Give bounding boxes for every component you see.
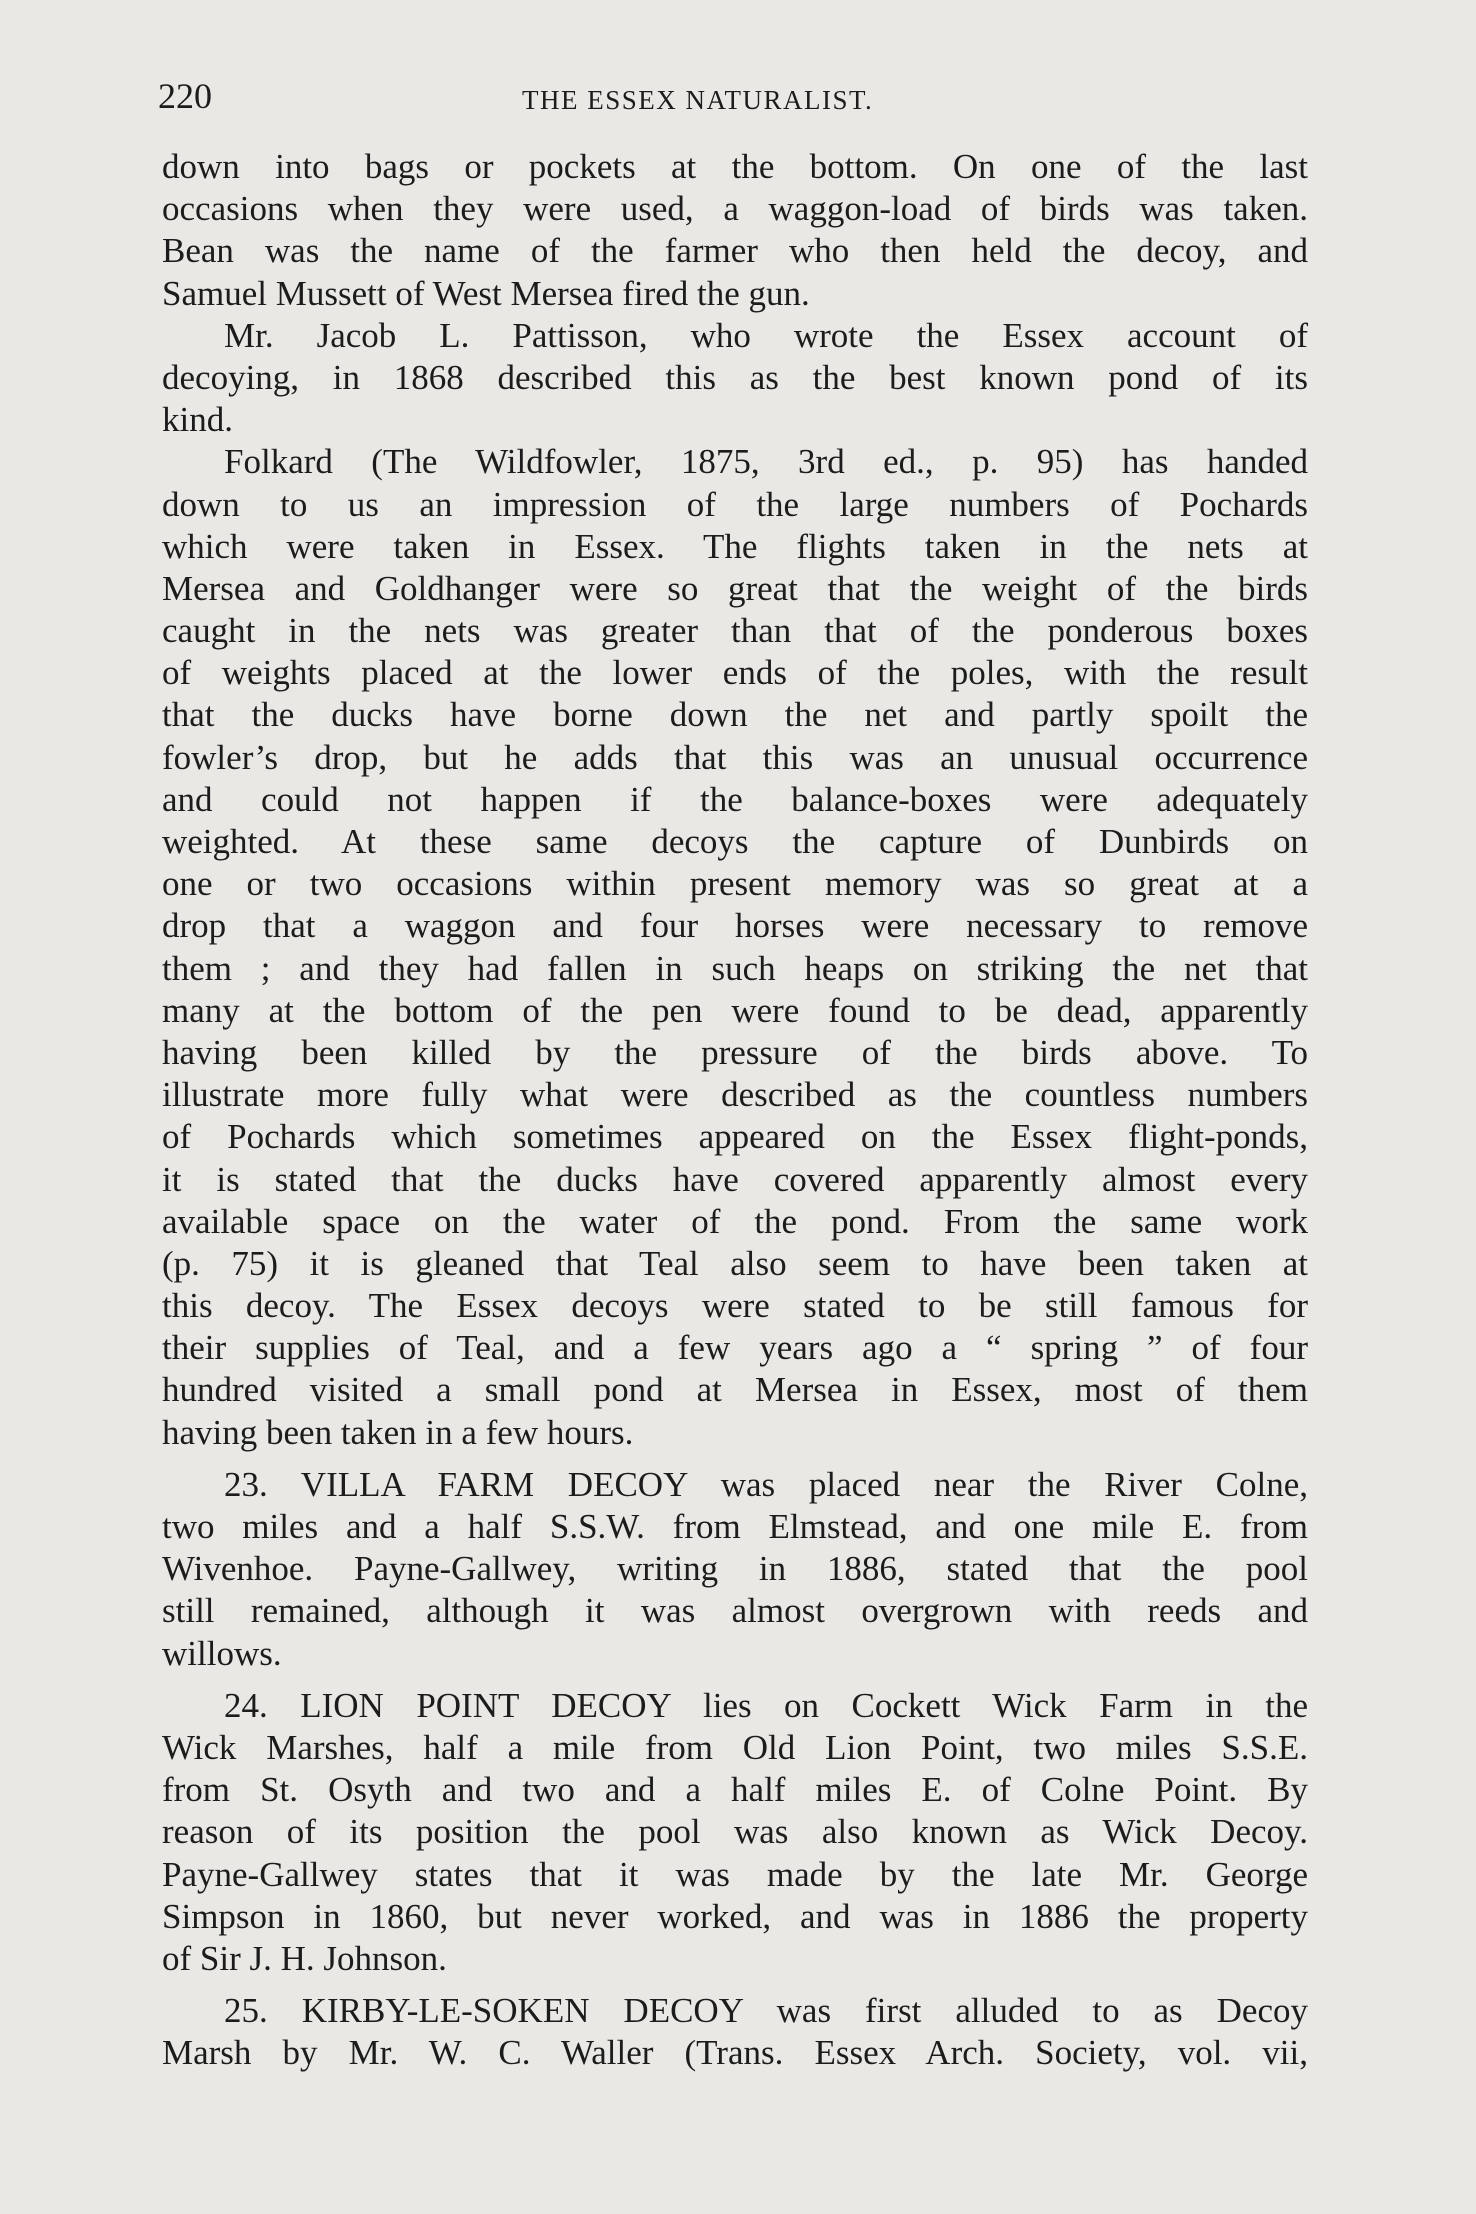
text-line: two miles and a half S.S.W. from Elmstead, and one mile E. from <box>162 1507 1308 1546</box>
text-line: decoying, in 1868 described this as the best known pond of its <box>162 357 1308 397</box>
text-line: many at the bottom of the pen were found to be dead, apparently <box>162 990 1308 1030</box>
body-text <box>162 146 1308 2074</box>
text-line: Mersea and Goldhanger were so great that the weight of the birds <box>162 568 1308 608</box>
text-line: hundred visited a small pond at Mersea in Essex, most of them <box>162 1370 1308 1410</box>
text-line: which were taken in Essex. The flights taken in the nets at <box>162 526 1308 566</box>
text-line: Mr. Jacob L. Pattisson, who wrote the Essex account of <box>224 315 1308 355</box>
text-line: that the ducks have borne down the net and partly spoilt the <box>162 695 1308 735</box>
text-line: it is stated that the ducks have covered apparently almost every <box>162 1159 1308 1199</box>
text-line: Payne-Gallwey states that it was made by the late Mr. George <box>162 1854 1308 1894</box>
text-line: illustrate more fully what were described as the countless numbers <box>162 1075 1308 1115</box>
text-line: reason of its position the pool was also known as Wick Decoy. <box>162 1812 1308 1852</box>
text-line: willows. <box>162 1633 282 1673</box>
text-line: having been killed by the pressure of the birds above. To <box>162 1032 1308 1072</box>
text-line: drop that a waggon and four horses were necessary to remove <box>162 906 1308 946</box>
text-line: Marsh by Mr. W. C. Waller (Trans. Essex Arch. Society, vol. vii, <box>162 2033 1308 2073</box>
text-line: this decoy. The Essex decoys were stated to be still famous for <box>162 1286 1308 1326</box>
text-line: down to us an impression of the large numbers of Pochards <box>162 484 1308 524</box>
text-line: occasions when they were used, a waggon-load of birds was taken. <box>162 189 1308 229</box>
text-line: Samuel Mussett of West Mersea fired the gun. <box>162 273 810 313</box>
text-line: Wick Marshes, half a mile from Old Lion Point, two miles S.S.E. <box>162 1727 1308 1767</box>
text-line: 23. VILLA FARM DECOY was placed near the River Colne, <box>224 1464 1308 1504</box>
text-line: kind. <box>162 400 233 440</box>
text-line: weighted. At these same decoys the capture of Dunbirds on <box>162 822 1308 861</box>
text-line: from St. Osyth and two and a half miles E. of Colne Point. By <box>162 1770 1308 1810</box>
text-line: one or two occasions within present memory was so great at a <box>162 864 1308 904</box>
text-line: 24. LION POINT DECOY lies on Cockett Wick Farm in the <box>224 1685 1308 1725</box>
text-line: fowler’s drop, but he adds that this was an unusual occurrence <box>162 737 1308 777</box>
text-line: of weights placed at the lower ends of the poles, with the result <box>162 653 1308 693</box>
text-line: of Pochards which sometimes appeared on the Essex flight-ponds, <box>162 1117 1308 1157</box>
running-head <box>158 72 1308 122</box>
text-line: 25. KIRBY-LE-SOKEN DECOY was first alluded to as Decoy <box>224 1991 1308 2031</box>
text-line: still remained, although it was almost overgrown with reeds and <box>162 1591 1308 1631</box>
text-line: down into bags or pockets at the bottom. On one of the last <box>162 147 1308 186</box>
text-line: having been taken in a few hours. <box>162 1412 634 1452</box>
text-line: and could not happen if the balance-boxes were adequately <box>162 779 1308 819</box>
text-line: available space on the water of the pond. From the same work <box>162 1201 1308 1241</box>
text-line: Folkard (The Wildfowler, 1875, 3rd ed., p. 95) has handed <box>224 442 1308 482</box>
text-line: Simpson in 1860, but never worked, and was in 1886 the property <box>162 1896 1308 1936</box>
text-line: their supplies of Teal, and a few years ago a “ spring ” of four <box>162 1328 1308 1368</box>
text-line: them ; and they had fallen in such heaps on striking the net that <box>162 948 1308 988</box>
text-line: of Sir J. H. Johnson. <box>162 1938 447 1978</box>
text-line: caught in the nets was greater than that of the ponderous boxes <box>162 611 1308 651</box>
text-line: Wivenhoe. Payne-Gallwey, writing in 1886, stated that the pool <box>162 1549 1308 1589</box>
text-line: (p. 75) it is gleaned that Teal also seem to have been taken at <box>162 1243 1308 1283</box>
journal-title: THE ESSEX NATURALIST. <box>522 85 874 115</box>
text-line: Bean was the name of the farmer who then held the decoy, and <box>162 231 1308 271</box>
page-number: 220 <box>158 76 212 116</box>
